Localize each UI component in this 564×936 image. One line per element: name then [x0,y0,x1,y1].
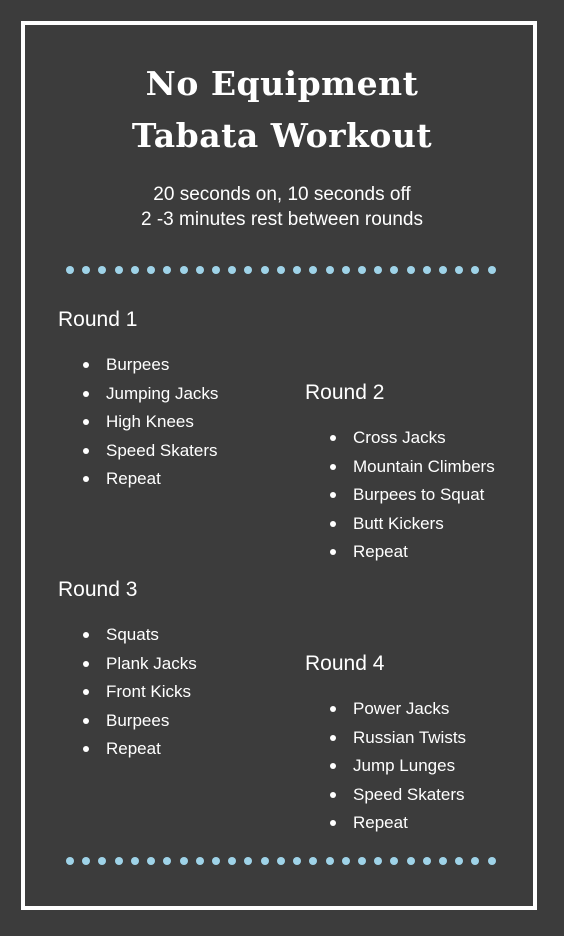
round-4-list [305,695,466,838]
exercise-label: Burpees to Squat [353,485,485,505]
title-line-1: No Equipment [145,64,419,103]
bullet-icon [330,521,336,527]
list-item [305,724,466,753]
divider-dot [342,857,350,865]
divider-dot [374,266,382,274]
divider-dot [66,266,74,274]
bullet-icon [83,448,89,454]
divider-dot [277,857,285,865]
round-4-section [305,651,466,838]
list-item [58,650,197,679]
bullet-icon [83,476,89,482]
divider-dot [358,857,366,865]
exercise-label: Repeat [106,739,161,759]
exercise-label: Speed Skaters [353,784,465,804]
subtitle-line-2: 2 -3 minutes rest between rounds [141,209,423,230]
bullet-icon [83,362,89,368]
divider-dot [471,266,479,274]
bullet-icon [83,689,89,695]
divider-dot [326,266,334,274]
divider-dot [439,266,447,274]
exercise-label: Butt Kickers [353,513,444,533]
divider-dot [131,857,139,865]
divider-dot [455,857,463,865]
list-item [58,380,218,409]
divider-dot [147,857,155,865]
list-item [58,351,218,380]
round-4-heading: Round 4 [305,652,385,675]
round-3-list [58,621,197,764]
exercise-label: High Knees [106,412,194,432]
title-line-2: Tabata Workout [131,116,433,155]
divider-dot [66,857,74,865]
divider-dot [147,266,155,274]
divider-dot [423,266,431,274]
exercise-label: Burpees [106,355,170,374]
divider-dot [196,857,204,865]
list-item [305,809,466,838]
divider-dot [244,266,252,274]
exercise-label: Burpees [106,710,170,730]
divider-dot [228,266,236,274]
list-item [305,453,495,482]
divider-dot [293,857,301,865]
divider-dot [180,857,188,865]
divider-dot [390,266,398,274]
divider-dot [455,266,463,274]
divider-dot [180,266,188,274]
divider-dot [261,266,269,274]
bullet-icon [83,746,89,752]
divider-dot [98,266,106,274]
divider-dot [407,266,415,274]
divider-dot [423,857,431,865]
divider-dot [374,857,382,865]
bullet-icon [83,632,89,638]
bullet-icon [83,391,89,397]
divider-dot [212,857,220,865]
bullet-icon [330,820,336,826]
divider-dot [488,266,496,274]
list-item [305,781,466,810]
bullet-icon [330,792,336,798]
exercise-label: Plank Jacks [106,653,197,673]
bullet-icon [330,735,336,741]
divider-dot [163,266,171,274]
round-2-list [305,424,495,567]
subtitle-line-1: 20 seconds on, 10 seconds off [153,184,411,205]
exercise-label: Russian Twists [353,727,467,747]
divider-dot [439,857,447,865]
divider-dot [228,857,236,865]
list-item [305,752,466,781]
divider-dot [131,266,139,274]
list-item [305,481,495,510]
divider-dot [488,857,496,865]
divider-dot [277,266,285,274]
exercise-label: Jumping Jacks [106,383,219,403]
dotted-divider-top [66,265,496,275]
bullet-icon [330,435,336,441]
exercise-label: Cross Jacks [353,428,446,447]
bullet-icon [83,661,89,667]
dotted-divider-bottom [66,856,496,866]
bullet-icon [330,763,336,769]
divider-dot [196,266,204,274]
round-1-section [58,307,218,494]
divider-dot [407,857,415,865]
exercise-label: Jump Lunges [353,756,456,776]
list-item [305,695,466,724]
divider-dot [244,857,252,865]
list-item [58,678,197,707]
divider-dot [358,266,366,274]
exercise-label: Repeat [106,469,161,489]
bullet-icon [83,718,89,724]
divider-dot [115,266,123,274]
bullet-icon [330,464,336,470]
divider-dot [261,857,269,865]
bullet-icon [330,549,336,555]
divider-dot [82,266,90,274]
divider-dot [342,266,350,274]
divider-dot [390,857,398,865]
list-item [58,437,218,466]
round-3-section [58,577,197,764]
round-3-heading: Round 3 [58,578,138,601]
round-2-heading: Round 2 [305,381,385,404]
round-1-heading: Round 1 [58,308,138,331]
divider-dot [98,857,106,865]
divider-dot [471,857,479,865]
exercise-label: Mountain Climbers [353,456,495,476]
list-item [58,735,197,764]
divider-dot [293,266,301,274]
list-item [58,465,218,494]
exercise-label: Front Kicks [106,682,192,702]
divider-dot [326,857,334,865]
divider-dot [115,857,123,865]
divider-dot [309,266,317,274]
exercise-label: Squats [106,625,159,644]
bullet-icon [330,706,336,712]
exercise-label: Repeat [353,813,408,833]
divider-dot [82,857,90,865]
bullet-icon [330,492,336,498]
bullet-icon [83,419,89,425]
list-item [305,424,495,453]
divider-dot [163,857,171,865]
list-item [58,707,197,736]
divider-dot [309,857,317,865]
divider-dot [212,266,220,274]
exercise-label: Power Jacks [353,699,450,718]
round-2-section [305,380,495,567]
list-item [305,510,495,539]
exercise-label: Repeat [353,542,408,562]
list-item [305,538,495,567]
round-1-list [58,351,218,494]
list-item [58,621,197,650]
exercise-label: Speed Skaters [106,440,218,460]
list-item [58,408,218,437]
